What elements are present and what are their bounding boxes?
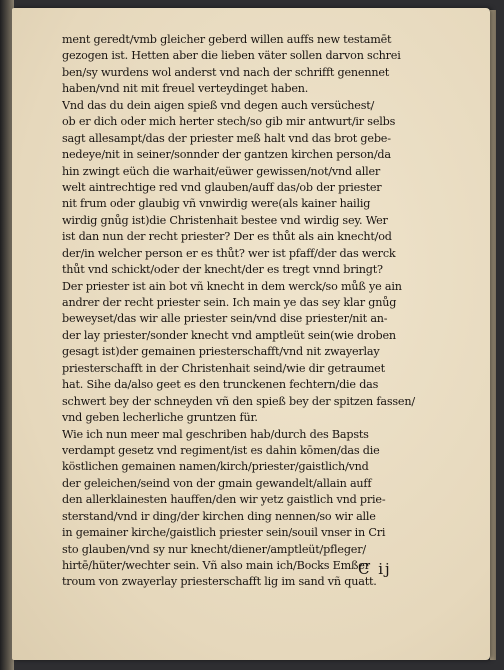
text-line: köstlichen gemainen namen/kirch/priester/gaistlich/vnd — [62, 460, 369, 474]
text-line: hat. Sihe da/also geet es den trunckenen fechtern/die das — [62, 378, 379, 392]
text-line: in gemainer kirche/gaistlich priester sein/souil vnser in Cri — [62, 526, 386, 540]
text-line: thůt vnd schickt/oder der knecht/der es tregt vnnd bringt? — [62, 263, 383, 277]
text-line: welt aintrechtige red vnd glauben/auff das/ob der priester — [62, 180, 382, 194]
text-line: Vnd das du dein aigen spieß vnd degen auch versüchest/ — [62, 98, 375, 112]
text-line: vnd geben lecherliche gruntzen für. — [62, 411, 258, 425]
text-line: priesterschafft in der Christenhait seind/wie dir getraumet — [62, 361, 385, 375]
text-line: hirtē/hüter/wechter sein. Vñ also main ich/Bocks Emßer — [62, 559, 370, 572]
text-line: verdampt gesetz vnd regiment/ist es dahin kōmen/das die — [62, 443, 380, 457]
text-line: sagt allesampt/das der priester meß halt vnd das brot gebe- — [62, 131, 391, 145]
text-line: hin zwingt eüch die warhait/eüwer gewissen/not/vnd aller — [62, 164, 381, 178]
signature-mark: C ij — [358, 560, 392, 578]
text-line: beweyset/das wir alle priester sein/vnd dise priester/nit an- — [62, 312, 388, 326]
text-line: ment geredt/vmb gleicher geberd willen auffs new testamēt — [62, 33, 392, 46]
text-line: wirdig gnůg ist)die Christenhait bestee vnd wirdig sey. Wer — [62, 213, 388, 227]
text-line: nit frum oder glaubig vñ vnwirdig were(als kainer hailig — [62, 197, 371, 211]
text-line: sterstand/vnd ir ding/der kirchen ding nennen/so wir alle — [62, 509, 376, 523]
text-line: gesagt ist)der gemainen priesterschafft/vnd nit zwayerlay — [62, 345, 380, 359]
text-line: der lay priester/sonder knecht vnd amptleüt sein(wie droben — [62, 328, 396, 342]
text-line: troum von zwayerlay priesterschafft lig im sand vñ quatt. — [62, 575, 377, 589]
page-body-text — [62, 32, 460, 591]
text-line: ist dan nun der recht priester? Der es thůt als ain knecht/od — [62, 230, 392, 244]
text-line: schwert bey der schneyden vñ den spieß bey der spitzen fassen/ — [62, 394, 415, 408]
text-line: ob er dich oder mich herter stech/so gib mir antwurt/ir selbs — [62, 115, 396, 129]
text-line: ben/sy wurdens wol anderst vnd nach der schrifft genennet — [62, 65, 390, 79]
text-line: sto glauben/vnd sy nur knecht/diener/amptleüt/pfleger/ — [62, 542, 366, 556]
text-line: andrer der recht priester sein. Ich main ye das sey klar gnůg — [62, 296, 397, 309]
page-stack-edge — [490, 10, 496, 660]
text-line: Der priester ist ain bot vñ knecht in dem werck/so můß ye ain — [62, 279, 402, 293]
text-line: der geleichen/seind von der gmain gewandelt/allain auff — [62, 476, 372, 490]
text-line: gezogen ist. Hetten aber die lieben väter sollen darvon schrei — [62, 49, 401, 63]
text-line: haben/vnd nit mit freuel verteydinget haben. — [62, 82, 309, 96]
text-line: der/in welcher person er es thůt? wer ist pfaff/der das werck — [62, 246, 396, 260]
text-line: den allerklainesten hauffen/den wir yetz gaistlich vnd prie- — [62, 493, 386, 507]
text-line: nedeye/nit in seiner/sonnder der gantzen kirchen person/da — [62, 148, 391, 162]
text-line: Wie ich nun meer mal geschriben hab/durch des Bapsts — [62, 427, 369, 441]
